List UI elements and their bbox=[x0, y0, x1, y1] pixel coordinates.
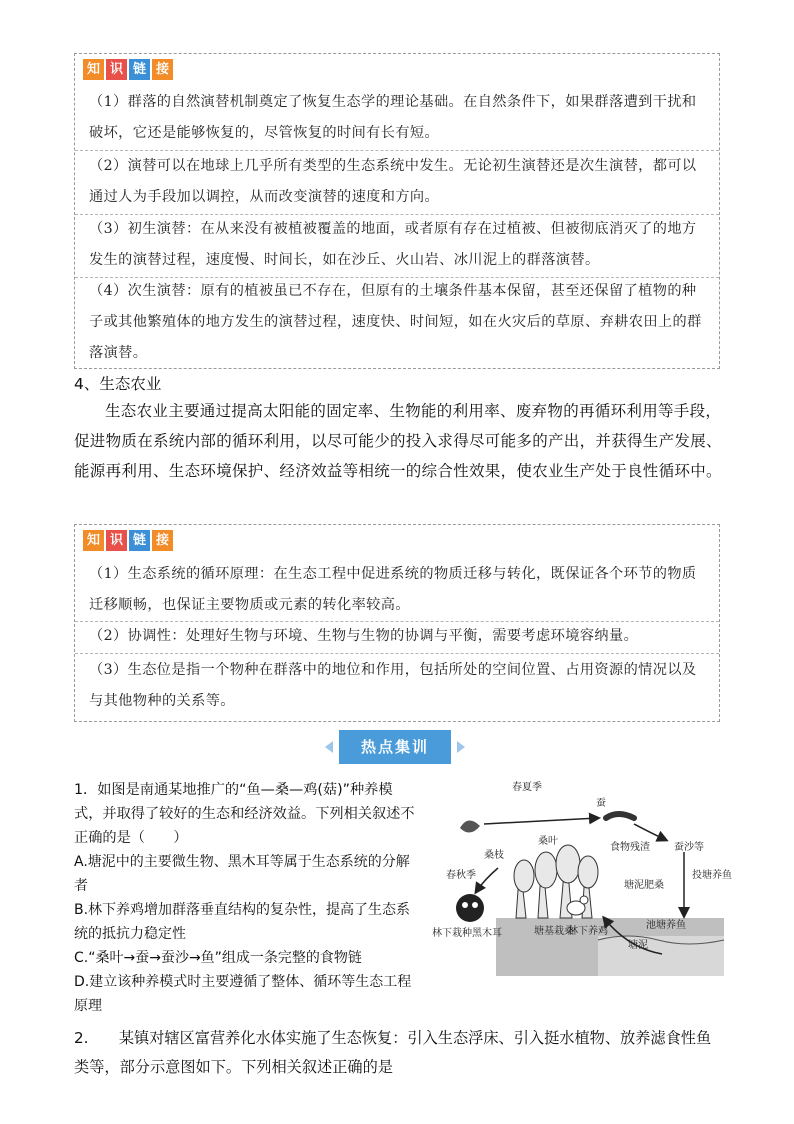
badge-char: 识 bbox=[106, 59, 127, 80]
section-body: 生态农业主要通过提高太阳能的固定率、生物能的利用率、废弃物的再循环利用等手段，促进物质在系统内部的循环利用，以尽可能少的投入求得尽可能多的产出，并获得生产发展、能源再利用、生态环境保护、经济效益等相统一的综合性效果，使农业生产处于良性循环中。 bbox=[74, 402, 722, 480]
label-food-residue: 食物残渣 bbox=[610, 842, 650, 853]
badge-char: 知 bbox=[83, 530, 104, 551]
fish-mulberry-chicken-diagram bbox=[428, 768, 732, 978]
badge-char: 知 bbox=[83, 59, 104, 80]
label-under-forest: 林下养鸡 bbox=[568, 926, 608, 937]
label-pond-base: 塘基栽桑 bbox=[534, 926, 574, 937]
question-2: 2. 某镇对辖区富营养化水体实施了生态恢复：引入生态浮床、引入挺水植物、放养滤食性鱼类等，部分示意图如下。下列相关叙述正确的是 bbox=[74, 1029, 712, 1076]
option-a: A.塘泥中的主要微生物、黑木耳等属于生态系统的分解者 bbox=[74, 854, 410, 894]
badge-char: 接 bbox=[152, 59, 173, 80]
label-pond-mud-fert: 塘泥肥桑 bbox=[624, 880, 664, 891]
option-b: B.林下养鸡增加群落垂直结构的复杂性，提高了生态系统的抵抗力稳定性 bbox=[74, 902, 411, 942]
arrow-right-icon bbox=[457, 741, 465, 753]
divider bbox=[75, 653, 719, 654]
silkworm-icon bbox=[606, 814, 634, 818]
leaf-icon bbox=[460, 820, 480, 832]
label-spring-autumn: 春秋季 bbox=[446, 870, 476, 881]
knowledge-point-2: （2）演替可以在地球上几乎所有类型的生态系统中发生。无论初生演替还是次生演替，都可以通过人为手段加以调控，从而改变演替的速度和方向。 bbox=[89, 158, 697, 205]
badge-char: 链 bbox=[129, 530, 150, 551]
arrow-left-icon bbox=[325, 741, 333, 753]
badge-char: 接 bbox=[152, 530, 173, 551]
section-heading: 4、生态农业 bbox=[74, 375, 162, 393]
question-stem: 1．如图是南通某地推广的“鱼—桑—鸡(菇)”种养模式，并取得了较好的生态和经济效益。下列相关叙述不正确的是（ ） bbox=[74, 782, 415, 846]
knowledge-point-1: （1）生态系统的循环原理：在生态工程中促进系统的物质迁移与转化，既保证各个环节的物质迁移顺畅，也保证主要物质或元素的转化率较高。 bbox=[89, 566, 697, 613]
label-mulberry-branch: 桑枝 bbox=[484, 850, 504, 861]
label-throw-feed: 投塘养鱼 bbox=[692, 870, 732, 881]
badge-char: 识 bbox=[106, 530, 127, 551]
option-c: C.“桑叶→蚕→蚕沙→鱼”组成一条完整的食物链 bbox=[74, 950, 362, 966]
knowledge-box-2 bbox=[74, 524, 720, 722]
knowledge-point-2: （2）协调性：处理好生物与环境、生物与生物的协调与平衡，需要考虑环境容纳量。 bbox=[89, 628, 639, 644]
label-pond-fish: 池塘养鱼 bbox=[646, 920, 686, 931]
option-d: D.建立该种养模式时主要遵循了整体、循环等生态工程原理 bbox=[74, 974, 412, 1014]
label-spring-summer: 春夏季 bbox=[512, 782, 542, 793]
knowledge-point-3: （3）初生演替：在从来没有被植被覆盖的地面，或者原有存在过植被、但被彻底消灭了的地方发生的演替过程，速度慢、时间长，如在沙丘、火山岩、冰川泥上的群落演替。 bbox=[89, 221, 697, 268]
question-1 bbox=[74, 778, 419, 1018]
banner-title: 热点集训 bbox=[339, 730, 451, 764]
knowledge-point-4: （4）次生演替：原有的植被虽已不存在，但原有的土壤条件基本保留，甚至还保留了植物的种子或其他繁殖体的地方发生的演替过程，速度快、时间短，如在火灾后的草原、弃耕农田上的群落演替。 bbox=[89, 283, 702, 361]
knowledge-link-badge bbox=[83, 59, 173, 80]
badge-char: 链 bbox=[129, 59, 150, 80]
hot-training-banner bbox=[325, 730, 465, 764]
label-silkworm: 蚕 bbox=[596, 798, 606, 809]
knowledge-point-1: （1）群落的自然演替机制奠定了恢复生态学的理论基础。在自然条件下，如果群落遭到干扰和破坏，它还是能够恢复的，尽管恢复的时间有长有短。 bbox=[89, 94, 697, 141]
knowledge-box-1 bbox=[74, 53, 720, 369]
label-silkworm-sand: 蚕沙等 bbox=[674, 842, 704, 853]
pond-shape bbox=[598, 936, 724, 976]
knowledge-point-3: （3）生态位是指一个物种在群落中的地位和作用，包括所处的空间位置、占用资源的情况以及与其他物种的关系等。 bbox=[89, 662, 697, 709]
label-black-fungus: 林下栽种黑木耳 bbox=[432, 928, 502, 939]
knowledge-link-badge bbox=[83, 530, 173, 551]
label-pond-mud: 塘泥 bbox=[628, 940, 648, 951]
label-mulberry-leaf: 桑叶 bbox=[538, 836, 558, 847]
black-fungus-icon bbox=[456, 894, 484, 922]
